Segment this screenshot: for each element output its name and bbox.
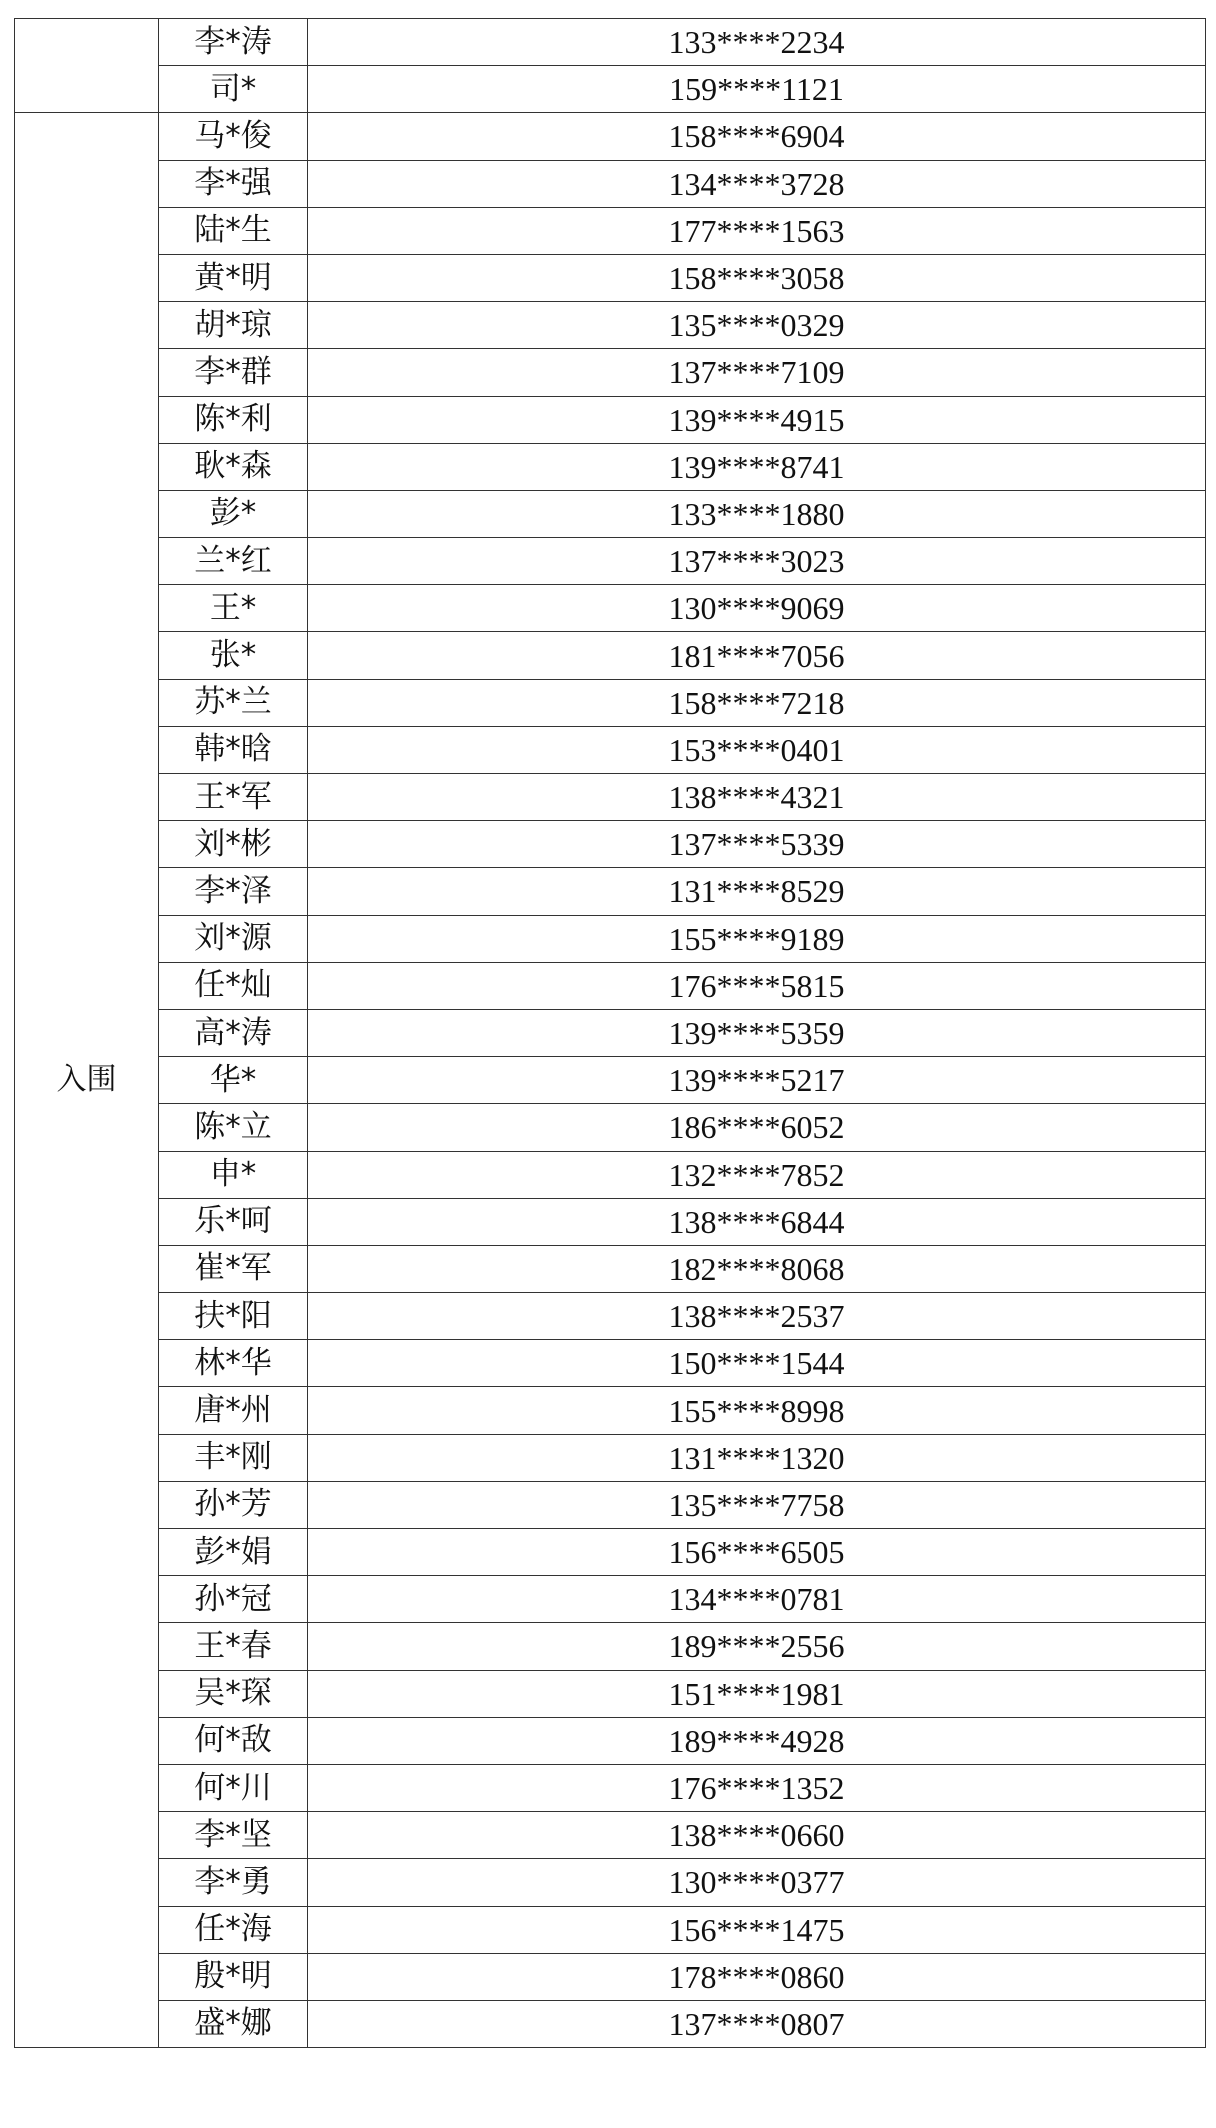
table-row	[15, 1906, 1206, 1953]
table-row	[15, 66, 1206, 113]
table-row	[15, 962, 1206, 1009]
phone-cell: 159****1121	[308, 66, 1206, 113]
phone-cell: 133****2234	[308, 19, 1206, 66]
name-cell: 马*俊	[159, 113, 308, 160]
phone-cell: 139****4915	[308, 396, 1206, 443]
group-cell-shortlisted: 入围	[15, 113, 159, 2048]
table-row	[15, 1340, 1206, 1387]
phone-cell: 153****0401	[308, 726, 1206, 773]
name-cell: 唐*州	[159, 1387, 308, 1434]
table-row	[15, 726, 1206, 773]
table-row	[15, 396, 1206, 443]
name-cell: 李*泽	[159, 868, 308, 915]
table-row	[15, 868, 1206, 915]
table-row	[15, 1387, 1206, 1434]
table-row	[15, 1293, 1206, 1340]
name-cell: 司*	[159, 66, 308, 113]
phone-cell: 139****8741	[308, 443, 1206, 490]
name-cell: 申*	[159, 1151, 308, 1198]
name-cell: 丰*刚	[159, 1434, 308, 1481]
table-row	[15, 1670, 1206, 1717]
name-cell: 华*	[159, 1057, 308, 1104]
phone-cell: 176****5815	[308, 962, 1206, 1009]
phone-cell: 156****1475	[308, 1906, 1206, 1953]
phone-cell: 189****4928	[308, 1717, 1206, 1764]
table-row	[15, 1245, 1206, 1292]
name-cell: 韩*晗	[159, 726, 308, 773]
table-row	[15, 1104, 1206, 1151]
name-cell: 耿*森	[159, 443, 308, 490]
phone-cell: 176****1352	[308, 1764, 1206, 1811]
name-cell: 孙*芳	[159, 1481, 308, 1528]
table-row	[15, 679, 1206, 726]
phone-cell: 182****8068	[308, 1245, 1206, 1292]
phone-cell: 155****9189	[308, 915, 1206, 962]
table-row	[15, 490, 1206, 537]
name-cell: 任*灿	[159, 962, 308, 1009]
table-row	[15, 1151, 1206, 1198]
phone-cell: 132****7852	[308, 1151, 1206, 1198]
table-row	[15, 538, 1206, 585]
phone-cell: 151****1981	[308, 1670, 1206, 1717]
phone-cell: 137****0807	[308, 2000, 1206, 2047]
name-cell: 盛*娜	[159, 2000, 308, 2047]
name-cell: 高*涛	[159, 1009, 308, 1056]
name-cell: 任*海	[159, 1906, 308, 1953]
phone-cell: 138****4321	[308, 774, 1206, 821]
table-row	[15, 915, 1206, 962]
table-row	[15, 1717, 1206, 1764]
table-row	[15, 113, 1206, 160]
table-row	[15, 1859, 1206, 1906]
phone-cell: 133****1880	[308, 490, 1206, 537]
phone-cell: 134****0781	[308, 1576, 1206, 1623]
table-row	[15, 1953, 1206, 2000]
group-cell-first	[15, 19, 159, 113]
phone-cell: 189****2556	[308, 1623, 1206, 1670]
name-cell: 兰*红	[159, 538, 308, 585]
table-row	[15, 1057, 1206, 1104]
name-cell: 何*川	[159, 1764, 308, 1811]
table-row	[15, 774, 1206, 821]
name-cell: 李*坚	[159, 1812, 308, 1859]
name-cell: 王*	[159, 585, 308, 632]
name-cell: 彭*	[159, 490, 308, 537]
phone-cell: 131****1320	[308, 1434, 1206, 1481]
roster-table	[14, 18, 1206, 2048]
table-row	[15, 349, 1206, 396]
table-row	[15, 1198, 1206, 1245]
phone-cell: 135****7758	[308, 1481, 1206, 1528]
table-row	[15, 19, 1206, 66]
name-cell: 苏*兰	[159, 679, 308, 726]
name-cell: 陈*利	[159, 396, 308, 443]
phone-cell: 186****6052	[308, 1104, 1206, 1151]
name-cell: 孙*冠	[159, 1576, 308, 1623]
table-row	[15, 207, 1206, 254]
name-cell: 胡*琼	[159, 302, 308, 349]
table-row	[15, 254, 1206, 301]
phone-cell: 158****7218	[308, 679, 1206, 726]
table-row	[15, 443, 1206, 490]
table-row	[15, 1434, 1206, 1481]
table-row	[15, 1481, 1206, 1528]
table-row	[15, 302, 1206, 349]
table-row	[15, 1576, 1206, 1623]
phone-cell: 155****8998	[308, 1387, 1206, 1434]
table-row	[15, 1623, 1206, 1670]
name-cell: 黄*明	[159, 254, 308, 301]
phone-cell: 139****5359	[308, 1009, 1206, 1056]
table-row	[15, 1009, 1206, 1056]
name-cell: 刘*彬	[159, 821, 308, 868]
table-row	[15, 160, 1206, 207]
phone-cell: 178****0860	[308, 1953, 1206, 2000]
phone-cell: 130****9069	[308, 585, 1206, 632]
name-cell: 扶*阳	[159, 1293, 308, 1340]
name-cell: 陆*生	[159, 207, 308, 254]
phone-cell: 130****0377	[308, 1859, 1206, 1906]
name-cell: 崔*军	[159, 1245, 308, 1292]
name-cell: 乐*呵	[159, 1198, 308, 1245]
phone-cell: 138****6844	[308, 1198, 1206, 1245]
table-row	[15, 585, 1206, 632]
phone-cell: 177****1563	[308, 207, 1206, 254]
phone-cell: 135****0329	[308, 302, 1206, 349]
table-row	[15, 632, 1206, 679]
phone-cell: 138****2537	[308, 1293, 1206, 1340]
phone-cell: 137****5339	[308, 821, 1206, 868]
name-cell: 殷*明	[159, 1953, 308, 2000]
name-cell: 王*军	[159, 774, 308, 821]
phone-cell: 138****0660	[308, 1812, 1206, 1859]
name-cell: 吴*琛	[159, 1670, 308, 1717]
table-row	[15, 1529, 1206, 1576]
name-cell: 李*强	[159, 160, 308, 207]
table-row	[15, 821, 1206, 868]
phone-cell: 181****7056	[308, 632, 1206, 679]
name-cell: 李*群	[159, 349, 308, 396]
table-row	[15, 1764, 1206, 1811]
phone-cell: 131****8529	[308, 868, 1206, 915]
table-row	[15, 1812, 1206, 1859]
phone-cell: 158****6904	[308, 113, 1206, 160]
roster-table-body	[15, 19, 1206, 2048]
phone-cell: 134****3728	[308, 160, 1206, 207]
name-cell: 刘*源	[159, 915, 308, 962]
phone-cell: 156****6505	[308, 1529, 1206, 1576]
name-cell: 李*勇	[159, 1859, 308, 1906]
name-cell: 王*春	[159, 1623, 308, 1670]
table-row	[15, 2000, 1206, 2047]
phone-cell: 139****5217	[308, 1057, 1206, 1104]
phone-cell: 137****3023	[308, 538, 1206, 585]
name-cell: 何*敌	[159, 1717, 308, 1764]
phone-cell: 150****1544	[308, 1340, 1206, 1387]
phone-cell: 137****7109	[308, 349, 1206, 396]
name-cell: 陈*立	[159, 1104, 308, 1151]
phone-cell: 158****3058	[308, 254, 1206, 301]
name-cell: 林*华	[159, 1340, 308, 1387]
name-cell: 李*涛	[159, 19, 308, 66]
name-cell: 张*	[159, 632, 308, 679]
name-cell: 彭*娟	[159, 1529, 308, 1576]
